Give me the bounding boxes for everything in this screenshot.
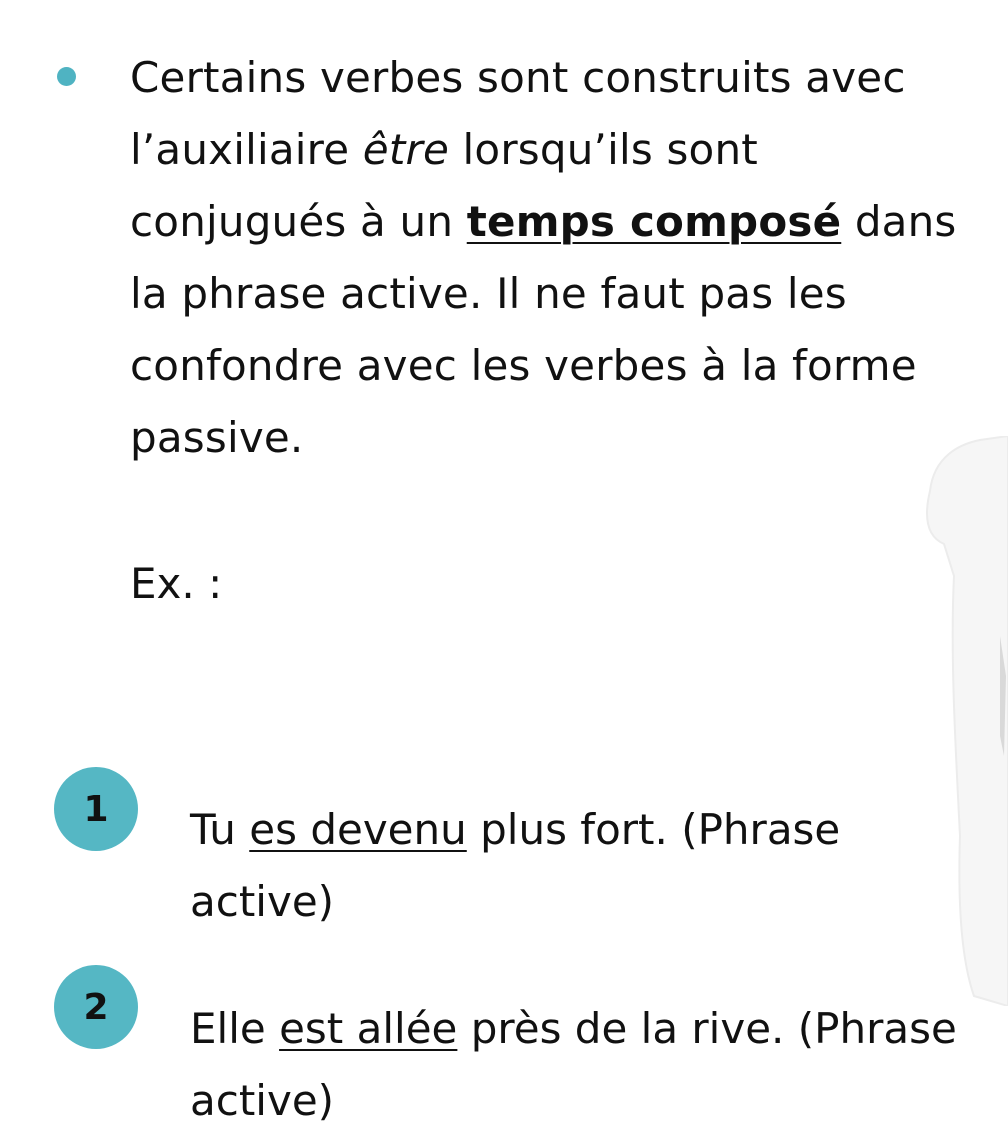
italic-term-etre: être bbox=[362, 125, 449, 174]
example-sentence-2 bbox=[190, 993, 1008, 1137]
paragraph-line-2: l’auxiliaire être lorsqu’ils sont bbox=[130, 125, 758, 174]
example-1-line-1: Tu es devenu plus fort. (Phrase bbox=[190, 805, 841, 854]
paragraph-line-3: conjugués à un temps composé dans bbox=[130, 197, 957, 246]
paragraph-line-6: passive. bbox=[130, 413, 304, 462]
bullet-marker bbox=[57, 67, 76, 86]
paragraph-line-1: Certains verbes sont construits avec bbox=[130, 53, 906, 102]
example-number-badge: 2 bbox=[54, 965, 138, 1049]
example-number-badge: 1 bbox=[54, 767, 138, 851]
partial-illustration bbox=[920, 436, 1008, 1006]
underlined-verb: es devenu bbox=[249, 805, 467, 854]
example-1-line-2: active) bbox=[190, 877, 335, 926]
paragraph-line-5: confondre avec les verbes à la forme bbox=[130, 341, 917, 390]
example-2-line-2: active) bbox=[190, 1076, 335, 1125]
link-temps-compose[interactable]: temps composé bbox=[466, 197, 842, 246]
example-2-line-1: Elle est allée près de la rive. (Phrase bbox=[190, 1004, 957, 1053]
example-sentence-1 bbox=[190, 794, 1008, 938]
underlined-verb: est allée bbox=[279, 1004, 458, 1053]
paragraph-line-4: la phrase active. Il ne faut pas les bbox=[130, 269, 847, 318]
rule-paragraph bbox=[130, 42, 1008, 474]
example-label: Ex. : bbox=[130, 559, 223, 608]
